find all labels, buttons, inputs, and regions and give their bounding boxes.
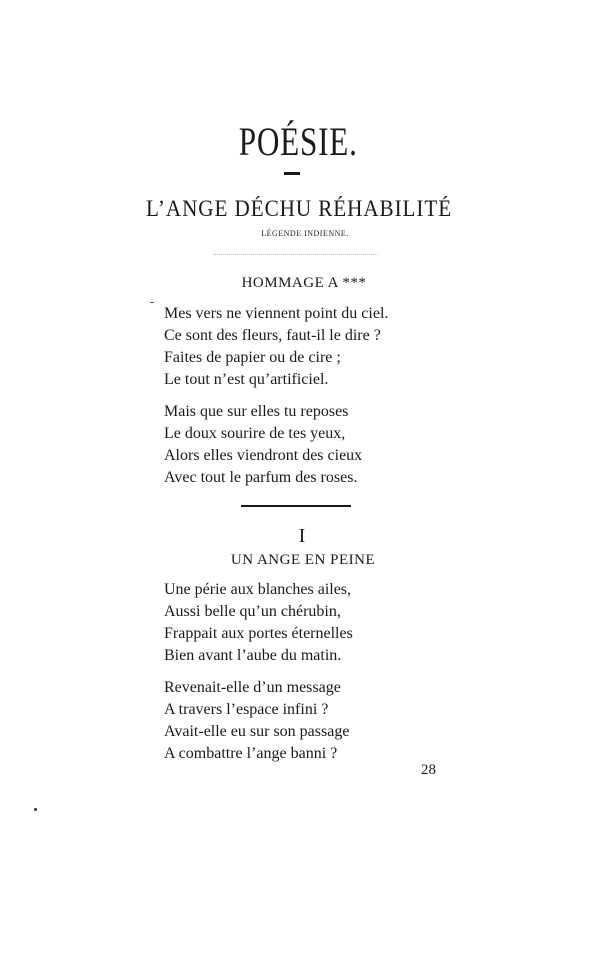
verse-line: Ce sont des fleurs, faut-il le dire ? [164,327,381,344]
verse-line: Faites de papier ou de cire ; [164,349,341,366]
verse-line: Le doux sourire de tes yeux, [164,425,346,442]
title-dash-separator [284,172,300,175]
dotted-divider [214,254,378,256]
chapter-number: I [298,525,306,547]
verse-line: Avec tout le parfum des roses. [164,469,358,486]
poem-title: L’ANGE DÉCHU RÉHABILITÉ [146,196,453,221]
poem-subtitle: LÉGENDE INDIENNE. [261,229,349,238]
chapter-title: UN ANGE EN PEINE [230,552,376,568]
dedication-stanza-1 [164,303,388,391]
page-number: 28 [421,762,436,778]
verse-line: Mais que sur elles tu reposes [164,403,349,420]
verse-line: Alors elles viendront des cieux [164,447,363,464]
dedication-stanza-2 [164,401,362,489]
chapter-stanza-1 [164,579,353,667]
verse-line: Aussi belle qu’un chérubin, [164,603,341,620]
chapter-stanza-2 [164,677,349,765]
verse-line: Mes vers ne viennent point du ciel. [164,305,389,322]
paper-speck [34,808,37,811]
section-title: POÉSIE. [238,119,358,164]
paper-speck [150,302,154,303]
verse-line: Avait-elle eu sur son passage [164,723,350,740]
verse-line: Frappait aux portes éternelles [164,625,353,642]
verse-line: Bien avant l’aube du matin. [164,647,342,664]
verse-line: Le tout n’est qu’artificiel. [164,371,329,388]
verse-line: A combattre l’ange banni ? [164,745,338,762]
verse-line: A travers l’espace infini ? [164,701,329,718]
verse-line: Une périe aux blanches ailes, [164,581,352,598]
section-rule [241,505,351,507]
verse-line: Revenait-elle d’un message [164,679,341,696]
dedication-heading: HOMMAGE A *** [241,275,367,291]
